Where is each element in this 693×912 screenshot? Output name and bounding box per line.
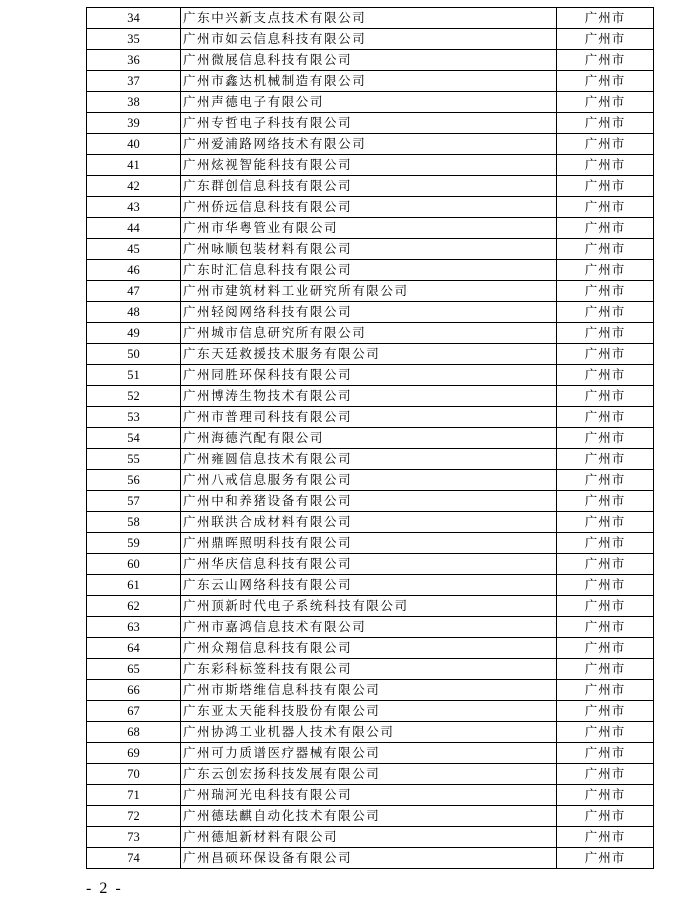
company-name-cell: 广州专哲电子科技有限公司 (181, 113, 557, 134)
company-name-cell: 广州爱浦路网络技术有限公司 (181, 134, 557, 155)
company-name-cell: 广州轻阅网络科技有限公司 (181, 302, 557, 323)
page-number: - 2 - (86, 880, 123, 897)
row-number-cell: 66 (87, 680, 181, 701)
row-number-cell: 59 (87, 533, 181, 554)
company-name-cell: 广东云山网络科技有限公司 (181, 575, 557, 596)
city-cell: 广州市 (557, 197, 654, 218)
company-name-cell: 广州雍圆信息技术有限公司 (181, 449, 557, 470)
row-number-cell: 61 (87, 575, 181, 596)
company-name-cell: 广东云创宏扬科技发展有限公司 (181, 764, 557, 785)
row-number-cell: 39 (87, 113, 181, 134)
city-cell: 广州市 (557, 365, 654, 386)
city-cell: 广州市 (557, 512, 654, 533)
row-number-cell: 70 (87, 764, 181, 785)
company-name-cell: 广东亚太天能科技股份有限公司 (181, 701, 557, 722)
table-row (87, 848, 654, 869)
company-name-cell: 广州市斯塔维信息科技有限公司 (181, 680, 557, 701)
city-cell: 广州市 (557, 323, 654, 344)
row-number-cell: 43 (87, 197, 181, 218)
table-row (87, 302, 654, 323)
row-number-cell: 72 (87, 806, 181, 827)
table-row (87, 365, 654, 386)
row-number-cell: 64 (87, 638, 181, 659)
company-name-cell: 广东彩科标签科技有限公司 (181, 659, 557, 680)
city-cell: 广州市 (557, 827, 654, 848)
row-number-cell: 45 (87, 239, 181, 260)
city-cell: 广州市 (557, 176, 654, 197)
city-cell: 广州市 (557, 29, 654, 50)
enterprise-table (86, 7, 654, 869)
city-cell: 广州市 (557, 701, 654, 722)
enterprise-table-body (87, 8, 654, 869)
table-row (87, 512, 654, 533)
table-row (87, 92, 654, 113)
company-name-cell: 广州声德电子有限公司 (181, 92, 557, 113)
city-cell: 广州市 (557, 722, 654, 743)
city-cell: 广州市 (557, 617, 654, 638)
city-cell: 广州市 (557, 680, 654, 701)
row-number-cell: 47 (87, 281, 181, 302)
row-number-cell: 41 (87, 155, 181, 176)
company-name-cell: 广州微展信息科技有限公司 (181, 50, 557, 71)
table-row (87, 659, 654, 680)
row-number-cell: 54 (87, 428, 181, 449)
row-number-cell: 73 (87, 827, 181, 848)
table-row (87, 218, 654, 239)
city-cell: 广州市 (557, 50, 654, 71)
table-row (87, 827, 654, 848)
city-cell: 广州市 (557, 386, 654, 407)
company-name-cell: 广东时汇信息科技有限公司 (181, 260, 557, 281)
city-cell: 广州市 (557, 470, 654, 491)
row-number-cell: 38 (87, 92, 181, 113)
company-name-cell: 广州咏顺包装材料有限公司 (181, 239, 557, 260)
company-name-cell: 广州八戒信息服务有限公司 (181, 470, 557, 491)
company-name-cell: 广州鼎晖照明科技有限公司 (181, 533, 557, 554)
table-row (87, 8, 654, 29)
city-cell: 广州市 (557, 113, 654, 134)
company-name-cell: 广东中兴新支点技术有限公司 (181, 8, 557, 29)
city-cell: 广州市 (557, 638, 654, 659)
city-cell: 广州市 (557, 155, 654, 176)
company-name-cell: 广州博涛生物技术有限公司 (181, 386, 557, 407)
table-row (87, 113, 654, 134)
table-row (87, 134, 654, 155)
table-row (87, 596, 654, 617)
row-number-cell: 52 (87, 386, 181, 407)
city-cell: 广州市 (557, 848, 654, 869)
city-cell: 广州市 (557, 344, 654, 365)
city-cell: 广州市 (557, 71, 654, 92)
table-row (87, 71, 654, 92)
row-number-cell: 62 (87, 596, 181, 617)
table-row (87, 575, 654, 596)
company-name-cell: 广州瑞河光电科技有限公司 (181, 785, 557, 806)
table-row (87, 743, 654, 764)
company-name-cell: 广州昌硕环保设备有限公司 (181, 848, 557, 869)
city-cell: 广州市 (557, 806, 654, 827)
row-number-cell: 49 (87, 323, 181, 344)
city-cell: 广州市 (557, 281, 654, 302)
table-row (87, 785, 654, 806)
table-row (87, 50, 654, 71)
table-row (87, 470, 654, 491)
row-number-cell: 51 (87, 365, 181, 386)
city-cell: 广州市 (557, 491, 654, 512)
city-cell: 广州市 (557, 554, 654, 575)
row-number-cell: 68 (87, 722, 181, 743)
row-number-cell: 56 (87, 470, 181, 491)
city-cell: 广州市 (557, 659, 654, 680)
table-row (87, 281, 654, 302)
table-row (87, 323, 654, 344)
row-number-cell: 57 (87, 491, 181, 512)
table-row (87, 176, 654, 197)
table-row (87, 617, 654, 638)
table-row (87, 386, 654, 407)
city-cell: 广州市 (557, 764, 654, 785)
row-number-cell: 46 (87, 260, 181, 281)
city-cell: 广州市 (557, 428, 654, 449)
table-row (87, 428, 654, 449)
company-name-cell: 广州协鸿工业机器人技术有限公司 (181, 722, 557, 743)
company-name-cell: 广州市普理司科技有限公司 (181, 407, 557, 428)
city-cell: 广州市 (557, 596, 654, 617)
table-row (87, 239, 654, 260)
city-cell: 广州市 (557, 575, 654, 596)
table-row (87, 344, 654, 365)
row-number-cell: 48 (87, 302, 181, 323)
table-row (87, 533, 654, 554)
row-number-cell: 63 (87, 617, 181, 638)
row-number-cell: 40 (87, 134, 181, 155)
company-name-cell: 广州可力质谱医疗器械有限公司 (181, 743, 557, 764)
city-cell: 广州市 (557, 785, 654, 806)
city-cell: 广州市 (557, 407, 654, 428)
company-name-cell: 广州市嘉鸿信息技术有限公司 (181, 617, 557, 638)
company-name-cell: 广州市建筑材料工业研究所有限公司 (181, 281, 557, 302)
company-name-cell: 广州众翔信息科技有限公司 (181, 638, 557, 659)
table-row (87, 407, 654, 428)
table-row (87, 680, 654, 701)
row-number-cell: 69 (87, 743, 181, 764)
row-number-cell: 55 (87, 449, 181, 470)
city-cell: 广州市 (557, 302, 654, 323)
city-cell: 广州市 (557, 449, 654, 470)
company-name-cell: 广州炫视智能科技有限公司 (181, 155, 557, 176)
company-name-cell: 广州顶新时代电子系统科技有限公司 (181, 596, 557, 617)
company-name-cell: 广州侨远信息科技有限公司 (181, 197, 557, 218)
city-cell: 广州市 (557, 260, 654, 281)
row-number-cell: 60 (87, 554, 181, 575)
city-cell: 广州市 (557, 218, 654, 239)
city-cell: 广州市 (557, 533, 654, 554)
company-name-cell: 广州城市信息研究所有限公司 (181, 323, 557, 344)
row-number-cell: 34 (87, 8, 181, 29)
table-row (87, 260, 654, 281)
table-row (87, 197, 654, 218)
table-row (87, 29, 654, 50)
row-number-cell: 37 (87, 71, 181, 92)
table-row (87, 722, 654, 743)
company-name-cell: 广州海德汽配有限公司 (181, 428, 557, 449)
table-row (87, 491, 654, 512)
company-name-cell: 广州市华粤管业有限公司 (181, 218, 557, 239)
city-cell: 广州市 (557, 8, 654, 29)
company-name-cell: 广州同胜环保科技有限公司 (181, 365, 557, 386)
row-number-cell: 67 (87, 701, 181, 722)
company-name-cell: 广州中和养猪设备有限公司 (181, 491, 557, 512)
company-name-cell: 广州市鑫达机械制造有限公司 (181, 71, 557, 92)
row-number-cell: 44 (87, 218, 181, 239)
company-name-cell: 广州市如云信息科技有限公司 (181, 29, 557, 50)
city-cell: 广州市 (557, 743, 654, 764)
city-cell: 广州市 (557, 239, 654, 260)
table-row (87, 155, 654, 176)
city-cell: 广州市 (557, 134, 654, 155)
table-row (87, 701, 654, 722)
table-row (87, 554, 654, 575)
company-name-cell: 广东天廷救援技术服务有限公司 (181, 344, 557, 365)
table-row (87, 638, 654, 659)
row-number-cell: 35 (87, 29, 181, 50)
company-name-cell: 广州联洪合成材料有限公司 (181, 512, 557, 533)
table-row (87, 764, 654, 785)
row-number-cell: 42 (87, 176, 181, 197)
company-name-cell: 广州德旭新材料有限公司 (181, 827, 557, 848)
table-row (87, 806, 654, 827)
table-row (87, 449, 654, 470)
company-name-cell: 广州德珐麒自动化技术有限公司 (181, 806, 557, 827)
row-number-cell: 71 (87, 785, 181, 806)
company-name-cell: 广州华庆信息科技有限公司 (181, 554, 557, 575)
company-name-cell: 广东群创信息科技有限公司 (181, 176, 557, 197)
row-number-cell: 74 (87, 848, 181, 869)
city-cell: 广州市 (557, 92, 654, 113)
row-number-cell: 53 (87, 407, 181, 428)
row-number-cell: 58 (87, 512, 181, 533)
row-number-cell: 65 (87, 659, 181, 680)
row-number-cell: 50 (87, 344, 181, 365)
row-number-cell: 36 (87, 50, 181, 71)
